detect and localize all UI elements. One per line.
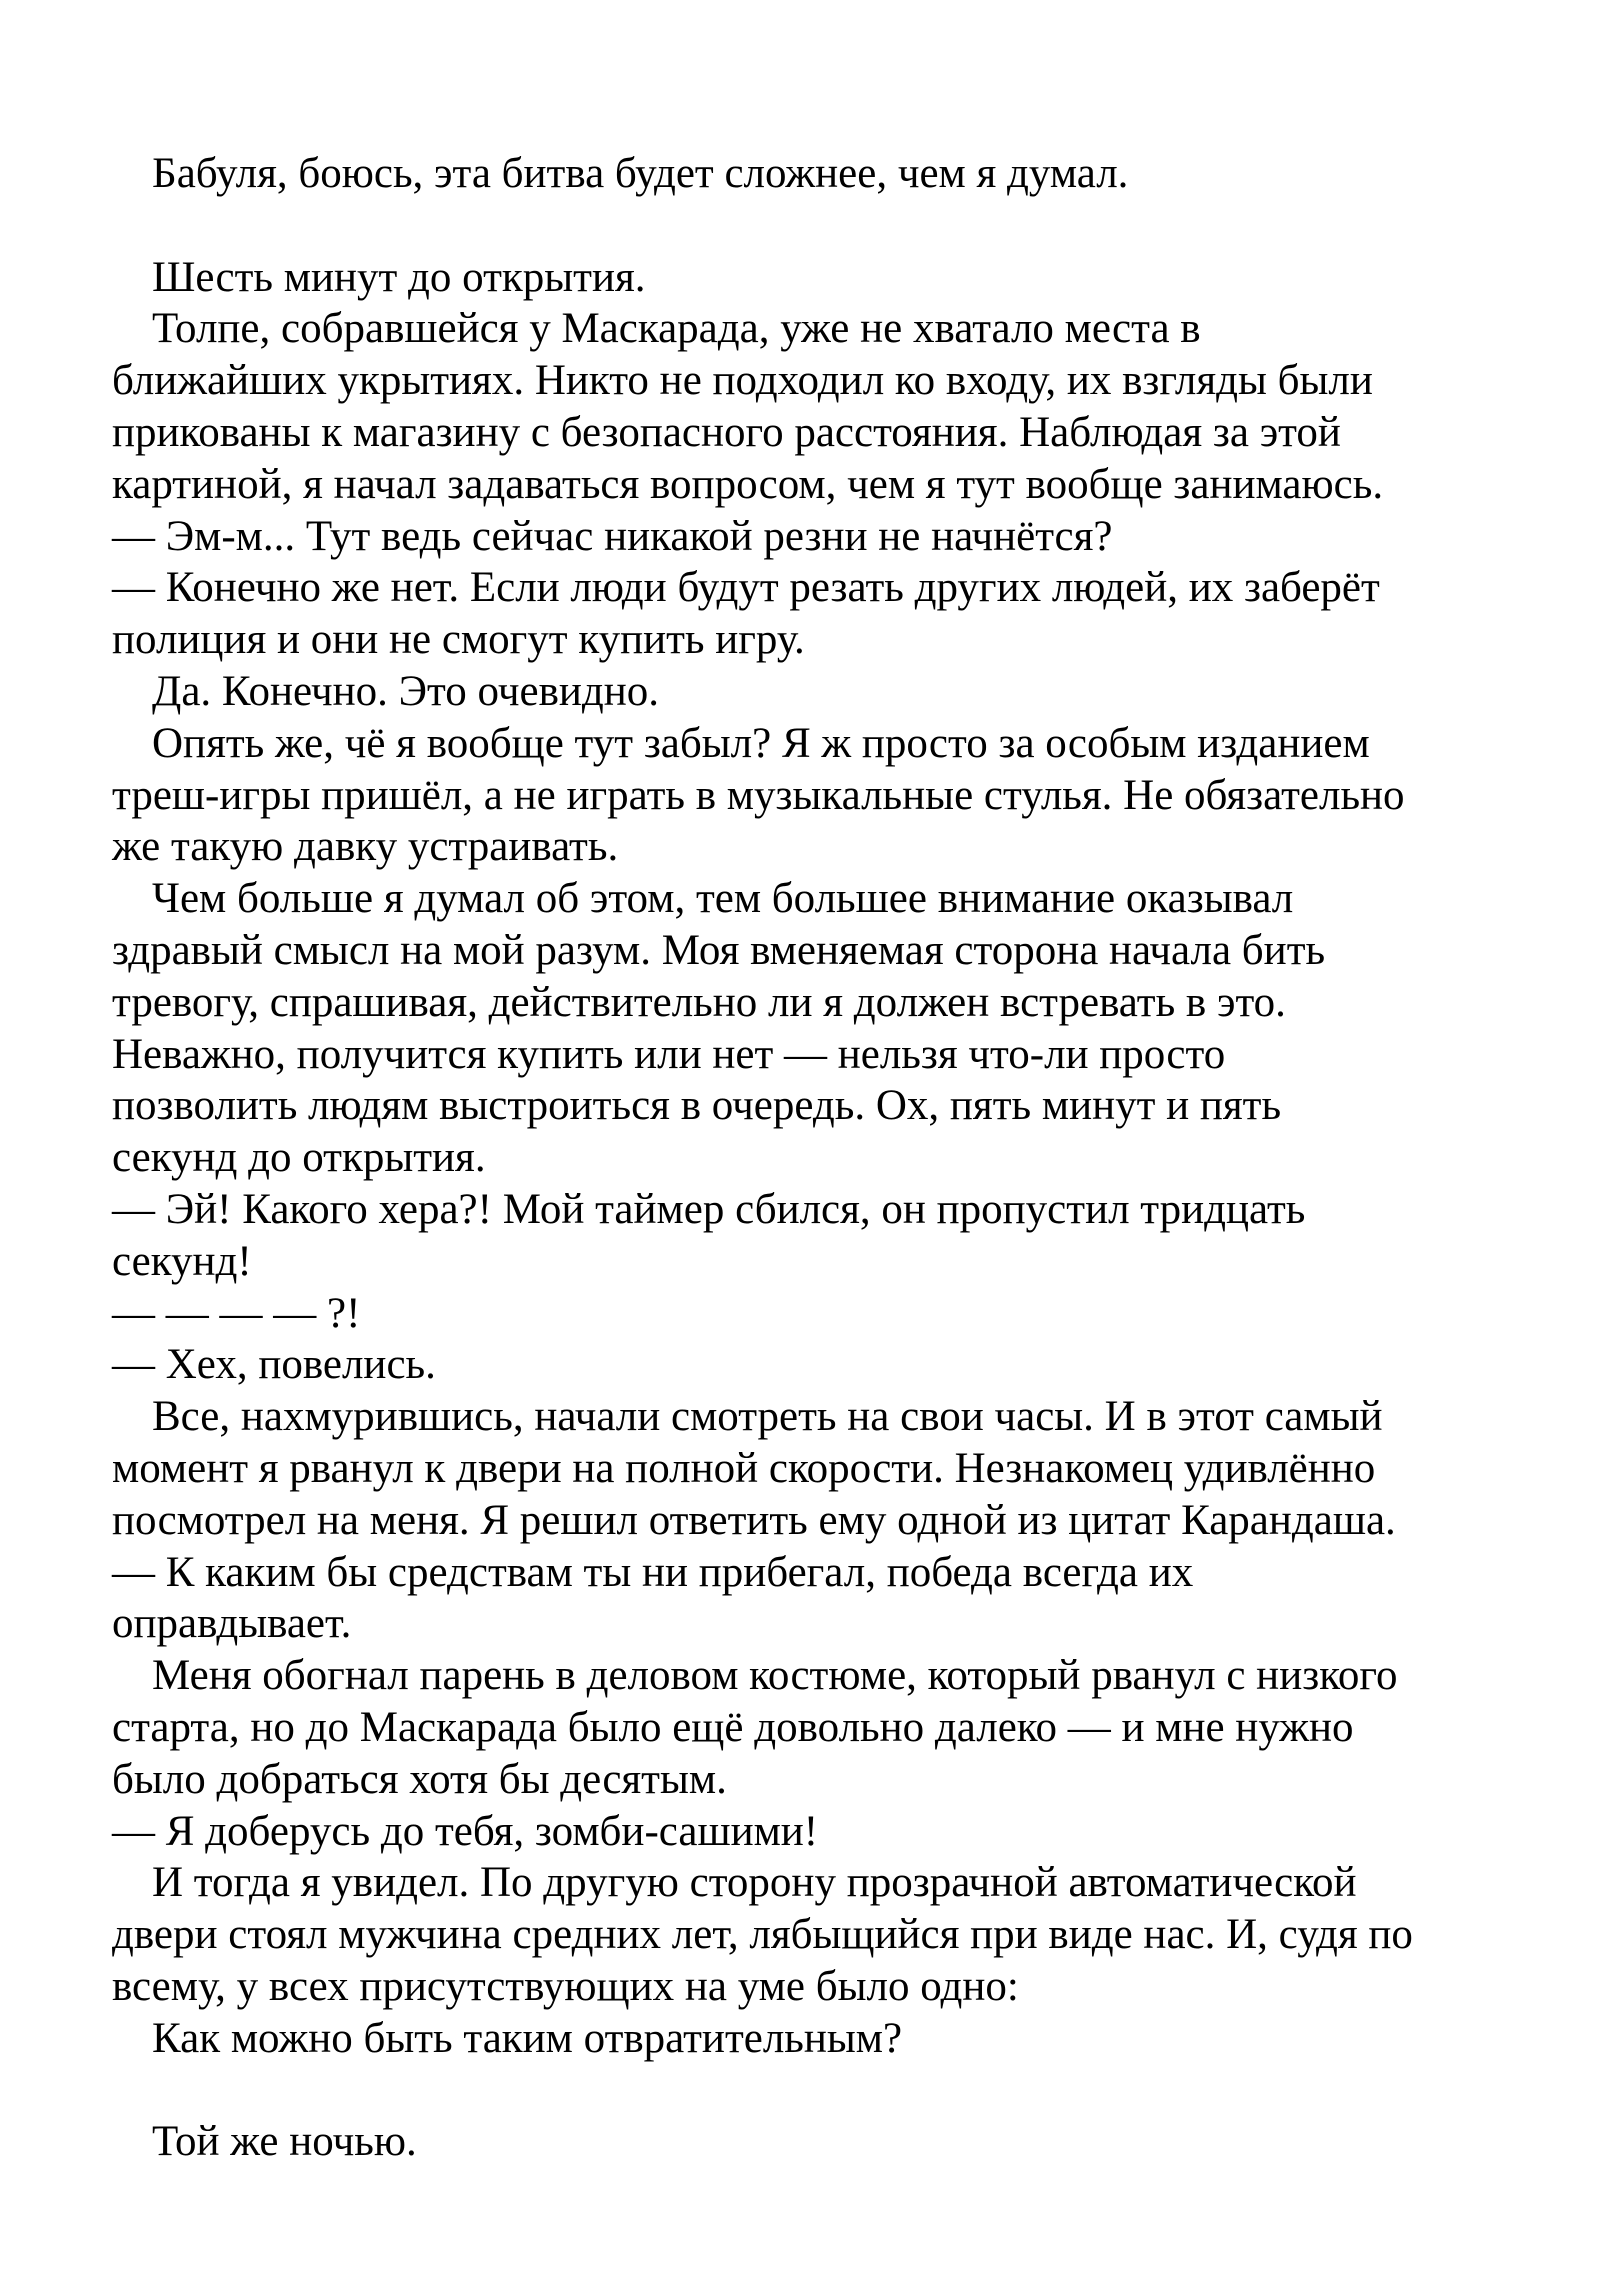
text-line: старта, но до Маскарада было ещё довольно далеко — и мне нужно	[112, 1703, 1354, 1751]
text-line: посмотрел на меня. Я решил ответить ему одной из цитат Карандаша.	[112, 1496, 1396, 1544]
text-line: Неважно, получится купить или нет — нельзя что-ли просто	[112, 1030, 1226, 1078]
text-line: — Хех, повелись.	[112, 1341, 436, 1389]
text-line: — Конечно же нет. Если люди будут резать других людей, их заберёт	[112, 564, 1380, 612]
text-line: секунд!	[112, 1237, 252, 1285]
text-line: здравый смысл на мой разум. Моя вменяемая сторона начала бить	[112, 926, 1326, 974]
text-line: Опять же, чё я вообще тут забыл? Я ж просто за особым изданием	[152, 719, 1370, 767]
text-line: всему, у всех присутствующих на уме было одно:	[112, 1962, 1019, 2010]
text-line: Да. Конечно. Это очевидно.	[152, 667, 660, 715]
text-line: оправдывает.	[112, 1600, 352, 1648]
text-line: Шесть минут до открытия.	[152, 253, 646, 301]
text-line: И тогда я увидел. По другую сторону прозрачной автоматической	[152, 1859, 1357, 1907]
text-line: Чем больше я думал об этом, тем большее внимание оказывал	[152, 875, 1294, 923]
text-line: Как можно быть таким отвратительным?	[152, 2014, 903, 2062]
text-line: двери стоял мужчина средних лет, лябыщийся при виде нас. И, судя по	[112, 1911, 1413, 1959]
text-line: Все, нахмурившись, начали смотреть на свои часы. И в этот самый	[152, 1393, 1383, 1441]
text-line: — Я доберусь до тебя, зомби-сашими!	[112, 1807, 819, 1855]
text-line: позволить людям выстроиться в очередь. Ох, пять минут и пять	[112, 1082, 1282, 1130]
text-line: секунд до открытия.	[112, 1134, 486, 1182]
text-line: же такую давку устраивать.	[112, 823, 619, 871]
text-line: треш-игры пришёл, а не играть в музыкальные стулья. Не обязательно	[112, 771, 1405, 819]
text-line: — — — — ?!	[112, 1289, 361, 1337]
text-line: ближайших укрытиях. Никто не подходил ко входу, их взгляды были	[112, 357, 1373, 405]
text-line: — К каким бы средствам ты ни прибегал, победа всегда их	[112, 1548, 1194, 1596]
text-line: — Эм-м... Тут ведь сейчас никакой резни не начнётся?	[112, 512, 1113, 560]
page-text	[112, 148, 1540, 2168]
blank-line	[112, 200, 1540, 252]
text-line: полиция и они не смогут купить игру.	[112, 616, 805, 664]
text-line: картиной, я начал задаваться вопросом, чем я тут вообще занимаюсь.	[112, 460, 1384, 508]
text-line: тревогу, спрашивая, действительно ли я должен встревать в это.	[112, 978, 1286, 1026]
text-line: — Эй! Какого хера?! Мой таймер сбился, он пропустил тридцать	[112, 1185, 1306, 1233]
text-line: прикованы к магазину с безопасного расстояния. Наблюдая за этой	[112, 408, 1341, 456]
text-line: было добраться хотя бы десятым.	[112, 1755, 727, 1803]
text-line: Меня обогнал парень в деловом костюме, который рванул с низкого	[152, 1652, 1398, 1700]
text-line: Той же ночью.	[152, 2118, 417, 2166]
blank-line	[112, 2064, 1540, 2116]
text-line: Толпе, собравшейся у Маскарада, уже не хватало места в	[152, 305, 1201, 353]
text-line: момент я рванул к двери на полной скорости. Незнакомец удивлённо	[112, 1444, 1376, 1492]
text-line: Бабуля, боюсь, эта битва будет сложнее, чем я думал.	[152, 150, 1129, 197]
